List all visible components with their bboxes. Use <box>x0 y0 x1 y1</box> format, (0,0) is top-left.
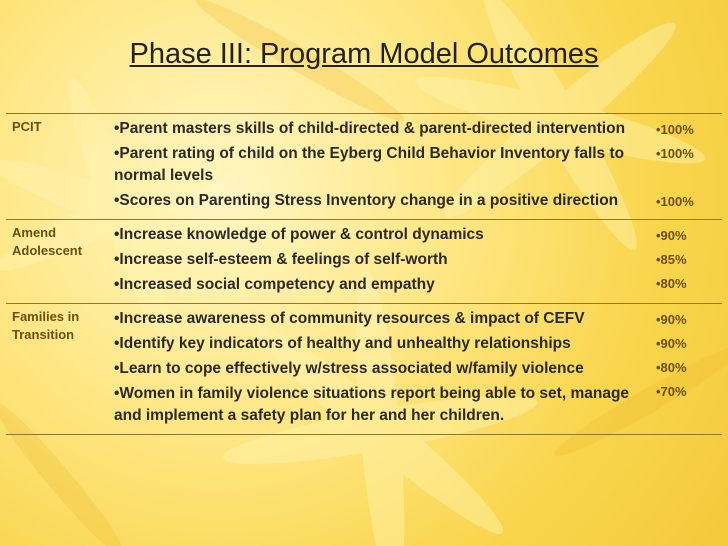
program-name: Families in Transition <box>6 304 108 435</box>
outcome-percent-list <box>650 220 722 304</box>
outcome-percent: •70% <box>656 384 687 399</box>
outcome-percent: •100% <box>656 122 694 137</box>
table-row <box>6 114 722 220</box>
outcome-item: •Women in family violence situations report being able to set, manage and implement a safety plan for her and her children. <box>114 385 630 424</box>
outcome-list <box>108 114 650 220</box>
program-name: PCIT <box>6 114 108 220</box>
outcome-percent-list <box>650 304 722 435</box>
outcome-item: •Scores on Parenting Stress Inventory change in a positive direction <box>114 192 619 209</box>
outcome-item: •Increased social competency and empathy <box>114 276 435 293</box>
outcome-item: •Parent masters skills of child-directed & parent-directed intervention <box>114 120 626 137</box>
page-title: Phase III: Program Model Outcomes <box>129 38 599 70</box>
outcome-percent: •90% <box>656 336 687 351</box>
outcome-item: •Learn to cope effectively w/stress associated w/family violence <box>114 360 584 377</box>
table-row <box>6 220 722 304</box>
outcome-item: •Increase awareness of community resources & impact of CEFV <box>114 310 585 327</box>
table-row <box>6 304 722 435</box>
outcome-list <box>108 304 650 435</box>
outcome-list <box>108 220 650 304</box>
program-name: Amend Adolescent <box>6 220 108 304</box>
outcome-item: •Identify key indicators of healthy and unhealthy relationships <box>114 335 571 352</box>
outcome-percent-list <box>650 114 722 220</box>
outcome-percent: •100% <box>656 146 694 161</box>
outcome-percent: •80% <box>656 360 687 375</box>
outcome-percent: •80% <box>656 276 687 291</box>
outcome-item: •Parent rating of child on the Eyberg Child Behavior Inventory falls to normal levels <box>114 145 625 184</box>
outcomes-table <box>6 113 722 435</box>
outcome-item: •Increase knowledge of power & control dynamics <box>114 226 484 243</box>
outcome-percent: •90% <box>656 228 687 243</box>
outcome-percent: •90% <box>656 312 687 327</box>
outcome-item: •Increase self-esteem & feelings of self-worth <box>114 251 448 268</box>
outcome-percent: •85% <box>656 252 687 267</box>
outcome-percent: •100% <box>656 194 694 209</box>
